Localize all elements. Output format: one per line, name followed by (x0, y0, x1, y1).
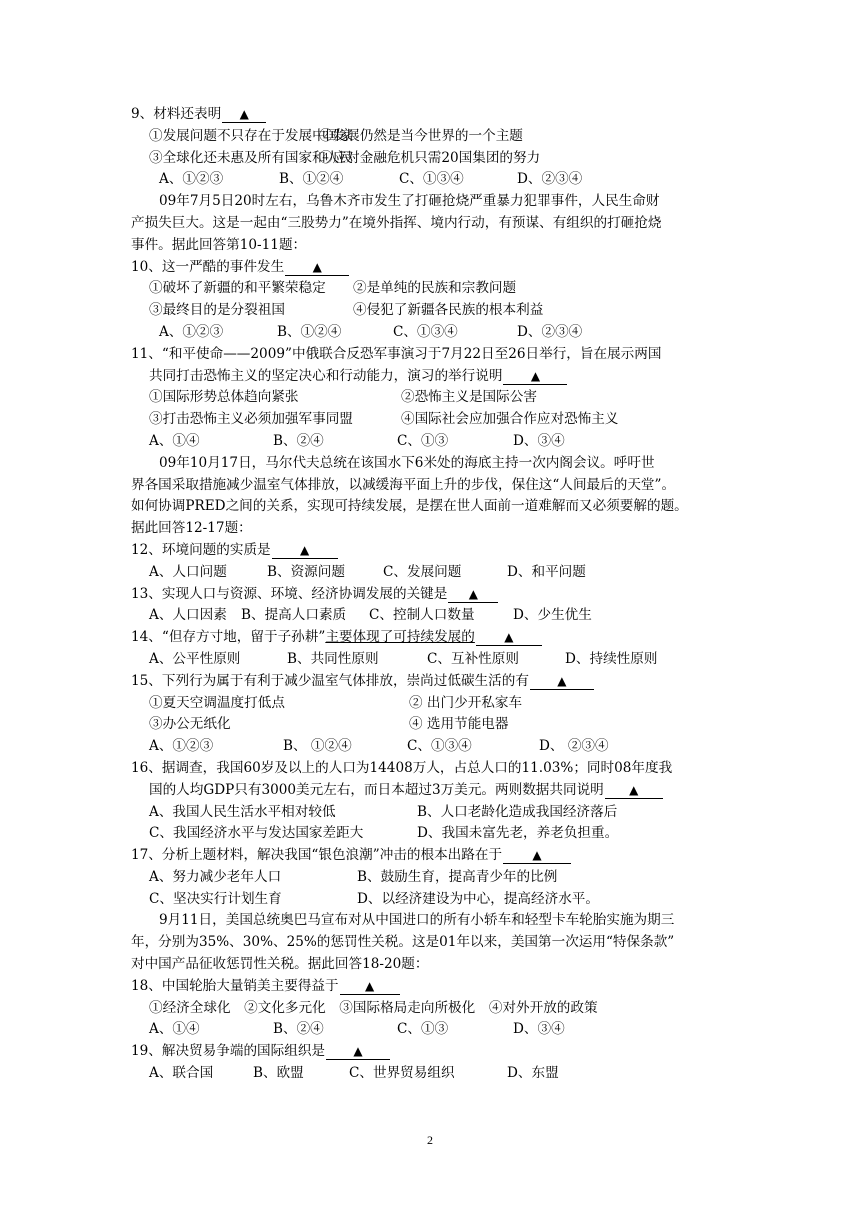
material-paragraph: 如何协调PRED之间的关系，实现可持续发展，是摆在世人面前一道难解而又必须要解的题。 (131, 498, 688, 515)
answer-blank: ▲ (326, 1043, 390, 1060)
question-14-stem (131, 627, 731, 649)
answer-blank: ▲ (476, 629, 542, 646)
choice-a: A、①④ (149, 432, 200, 449)
question-19-choices (131, 1063, 731, 1085)
question-10-options-row2 (131, 300, 731, 322)
answer-blank: ▲ (530, 673, 594, 690)
question-15-choices (131, 736, 731, 758)
option: ②是单纯的民族和宗教问题 (353, 280, 517, 297)
choice-c: C、坚决实行计划生育 (149, 890, 282, 907)
choice-c: C、①③ (397, 432, 449, 449)
question-17-choices-row1 (131, 867, 731, 889)
choice-b: B、人口老龄化造成我国经济落后 (417, 803, 618, 820)
choice-a: A、①②③ (149, 738, 214, 755)
question-text: 19、解决贸易争端的国际组织是 (131, 1043, 326, 1060)
question-11-stem-cont (131, 366, 731, 388)
option: ③办公无纸化 (149, 716, 231, 733)
choice-d: D、持续性原则 (565, 650, 658, 667)
choice-b: B、鼓励生育，提高青少年的比例 (357, 868, 558, 885)
choice-d: D、②③④ (517, 323, 583, 340)
question-16-stem-cont (131, 780, 731, 802)
question-text: 共同打击恐怖主义的坚定决心和行动能力，演习的举行说明 (149, 367, 503, 384)
option: ③最终目的是分裂祖国 (149, 302, 285, 319)
choice-c: C、①③ (397, 1021, 449, 1038)
question-13-choices (131, 605, 731, 627)
answer-blank: ▲ (340, 978, 400, 995)
question-16-choices-row2 (131, 823, 731, 845)
choice-c: C、①③④ (393, 323, 458, 340)
option: ①破坏了新疆的和平繁荣稳定 (149, 280, 326, 297)
question-10-options-row1 (131, 278, 731, 300)
question-text: 国的人均GDP只有3000美元左右，而日本超过3万美元。两则数据共同说明 (149, 781, 604, 798)
choice-a: A、公平性原则 (149, 650, 241, 667)
option: ④国际社会应加强合作应对恐怖主义 (401, 411, 619, 428)
question-14-choices (131, 649, 731, 671)
question-12-choices (131, 562, 731, 584)
option: ④应对金融危机只需20国集团的努力 (319, 149, 541, 166)
answer-blank: ▲ (222, 106, 266, 123)
question-18-choices (131, 1019, 731, 1041)
choice-d: D、东盟 (507, 1065, 559, 1082)
question-text: 10、这一严酷的事件发生 (131, 258, 285, 275)
question-15-stem (131, 671, 731, 693)
question-12-stem (131, 540, 731, 562)
choice-a: A、人口问题 (149, 563, 227, 580)
question-16-stem: 16、据调查，我国60岁及以上的人口为14408万人，占总人口的11.03%；同时08年度我 (131, 759, 673, 776)
choice-a: A、联合国 (149, 1065, 214, 1082)
question-content (131, 104, 731, 1085)
question-text: 15、下列行为属于有利于减少温室气体排放，崇尚过低碳生活的有 (131, 672, 529, 689)
question-18-options: ①经济全球化 ②文化多元化 ③国际格局走向所极化 ④对外开放的政策 (149, 999, 598, 1016)
answer-blank: ▲ (503, 847, 571, 864)
material-paragraph: 产损失巨大。这是一起由“三股势力”在境外指挥、境内行动，有预谋、有组织的打砸抢烧 (131, 214, 662, 231)
question-18-stem (131, 976, 731, 998)
question-10-choices (131, 322, 731, 344)
choice-c: C、我国经济水平与发达国家差距大 (149, 825, 364, 842)
option: ②发展仍然是当今世界的一个主题 (319, 127, 523, 144)
choice-c: C、发展问题 (383, 563, 462, 580)
choice-d: D、以经济建设为中心，提高经济水平。 (357, 890, 599, 907)
material-paragraph: 年，分别为35%、30%、25%的惩罚性关税。这是01年以来，美国第一次运用“特保条款” (131, 934, 675, 951)
question-11-choices (131, 431, 731, 453)
choice-a: A、我国人民生活水平相对较低 (149, 803, 336, 820)
question-10-stem (131, 257, 731, 279)
option: ①国际形势总体趋向紧张 (149, 389, 299, 406)
choice-d: D、 ②③④ (539, 738, 609, 755)
option: ④ 选用节能电器 (409, 716, 509, 733)
option: ②恐怖主义是国际公害 (401, 389, 537, 406)
option: ④侵犯了新疆各民族的根本利益 (353, 302, 544, 319)
question-9-options-row1 (131, 126, 731, 148)
question-11-options-row1 (131, 387, 731, 409)
choice-c: C、①③④ (399, 171, 464, 188)
question-text: 18、中国轮胎大量销美主要得益于 (131, 977, 339, 994)
question-text-underlined: 主要体现了可持续发展的 (325, 629, 475, 646)
choice-c: C、①③④ (407, 738, 472, 755)
material-paragraph: 9月11日，美国总统奥巴马宣布对从中国进口的所有小轿车和轻型卡车轮胎实施为期三 (159, 912, 675, 929)
question-17-stem (131, 845, 731, 867)
choice-b: B、提高人口素质 (241, 607, 347, 624)
option: ①夏天空调温度打低点 (149, 694, 285, 711)
choice-b: B、共同性原则 (287, 650, 379, 667)
question-text: 17、分析上题材料，解决我国“银色浪潮”冲击的根本出路在于 (131, 847, 503, 864)
option: ② 出门少开私家车 (409, 694, 523, 711)
choice-b: B、资源问题 (267, 563, 345, 580)
question-11-stem: 11、“和平使命——2009”中俄联合反恐军事演习于7月22日至26日举行，旨在展示两国 (131, 345, 662, 362)
choice-a: A、①②③ (159, 171, 224, 188)
choice-c: C、控制人口数量 (369, 607, 475, 624)
choice-a: A、努力减少老年人口 (149, 868, 282, 885)
question-11-options-row2 (131, 409, 731, 431)
choice-d: D、少生优生 (513, 607, 592, 624)
choice-d: D、我国未富先老，养老负担重。 (417, 825, 619, 842)
choice-d: D、③④ (513, 432, 565, 449)
material-paragraph: 09年7月5日20时左右，乌鲁木齐市发生了打砸抢烧严重暴力犯罪事件，人民生命财 (159, 193, 660, 210)
choice-b: B、②④ (273, 1021, 324, 1038)
option: ③全球化还未惠及所有国家和人民 (149, 149, 353, 166)
choice-a: A、①②③ (159, 323, 224, 340)
question-text: 9、材料还表明 (131, 106, 222, 122)
question-15-options-row1 (131, 693, 731, 715)
choice-b: B、①②④ (279, 171, 344, 188)
material-paragraph: 对中国产品征收惩罚性关税。据此回答18-20题： (131, 956, 429, 973)
question-17-choices-row2 (131, 889, 731, 911)
choice-a: A、①④ (149, 1021, 200, 1038)
answer-blank: ▲ (448, 586, 498, 603)
question-16-choices-row1 (131, 802, 731, 824)
question-19-stem (131, 1041, 731, 1063)
question-9-choices (131, 169, 731, 191)
answer-blank: ▲ (285, 259, 349, 276)
material-paragraph: 界各国采取措施减少温室气体排放，以减缓海平面上升的步伐，保住这“人间最后的天堂”。 (131, 476, 676, 493)
choice-d: D、和平问题 (507, 563, 586, 580)
material-paragraph: 据此回答12-17题： (131, 520, 252, 537)
choice-b: B、欧盟 (253, 1065, 304, 1082)
choice-b: B、①②④ (277, 323, 342, 340)
choice-b: B、②④ (273, 432, 324, 449)
choice-c: C、互补性原则 (427, 650, 519, 667)
question-9-stem (131, 104, 731, 126)
question-9-options-row2 (131, 148, 731, 170)
question-text: 14、“但存方寸地，留于子孙耕” (131, 629, 326, 646)
choice-b: B、 ①②④ (283, 738, 352, 755)
choice-c: C、世界贸易组织 (349, 1065, 455, 1082)
answer-blank: ▲ (272, 542, 338, 559)
question-text: 13、实现人口与资源、环境、经济协调发展的关键是 (131, 585, 448, 602)
question-text: 12、环境问题的实质是 (131, 541, 271, 558)
question-13-stem (131, 584, 731, 606)
option: ③打击恐怖主义必须加强军事同盟 (149, 411, 353, 428)
option: ①发展问题不只存在于发展中国家 (149, 127, 353, 144)
question-15-options-row2 (131, 714, 731, 736)
material-paragraph: 事件。据此回答第10-11题： (131, 236, 307, 253)
answer-blank: ▲ (605, 782, 663, 799)
page-number: 2 (427, 1133, 433, 1147)
choice-d: D、③④ (513, 1021, 565, 1038)
choice-d: D、②③④ (517, 171, 583, 188)
choice-a: A、人口因素 (149, 607, 227, 624)
answer-blank: ▲ (503, 368, 567, 385)
material-paragraph: 09年10月17日，马尔代夫总统在该国水下6米处的海底主持一次内阁会议。呼吁世 (159, 454, 655, 471)
